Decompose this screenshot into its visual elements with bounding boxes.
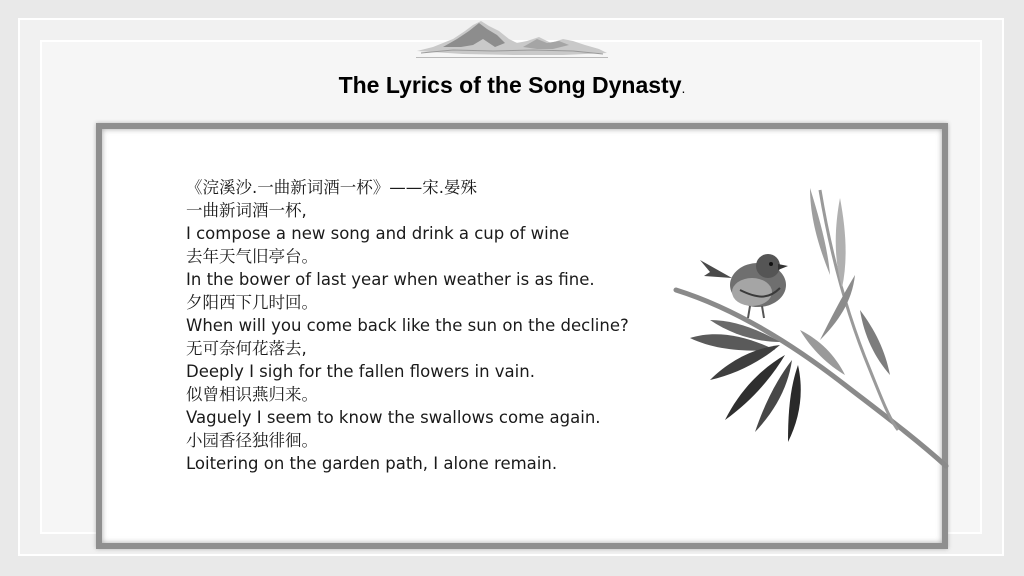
poem-line: Deeply I sigh for the fallen flowers in vain.: [186, 362, 535, 381]
page-title: [0, 72, 1024, 99]
poem-line: Loitering on the garden path, I alone remain.: [186, 454, 558, 473]
bird-on-bamboo-icon: [670, 180, 950, 470]
poem-line: 无可奈何花落去,: [186, 339, 307, 358]
poem-heading: 《浣溪沙.一曲新词酒一杯》——宋.晏殊: [186, 178, 477, 197]
poem-line: In the bower of last year when weather is as fine.: [186, 270, 595, 289]
page-title-text: The Lyrics of the Song Dynasty: [338, 72, 682, 98]
poem-line: When will you come back like the sun on the decline?: [186, 316, 629, 335]
title-trailing-dot: .: [681, 80, 686, 96]
poem-line: 去年天气旧亭台。: [186, 247, 318, 266]
poem-line: 夕阳西下几时回。: [186, 293, 318, 312]
poem-line: 小园香径独徘徊。: [186, 431, 318, 450]
poem-line: Vaguely I seem to know the swallows come again.: [186, 408, 601, 427]
poem-lyrics: [186, 176, 629, 475]
poem-line: I compose a new song and drink a cup of wine: [186, 224, 570, 243]
poem-line: 似曾相识燕归来。: [186, 385, 318, 404]
title-underline: [416, 57, 608, 58]
poem-line: 一曲新词酒一杯,: [186, 201, 307, 220]
